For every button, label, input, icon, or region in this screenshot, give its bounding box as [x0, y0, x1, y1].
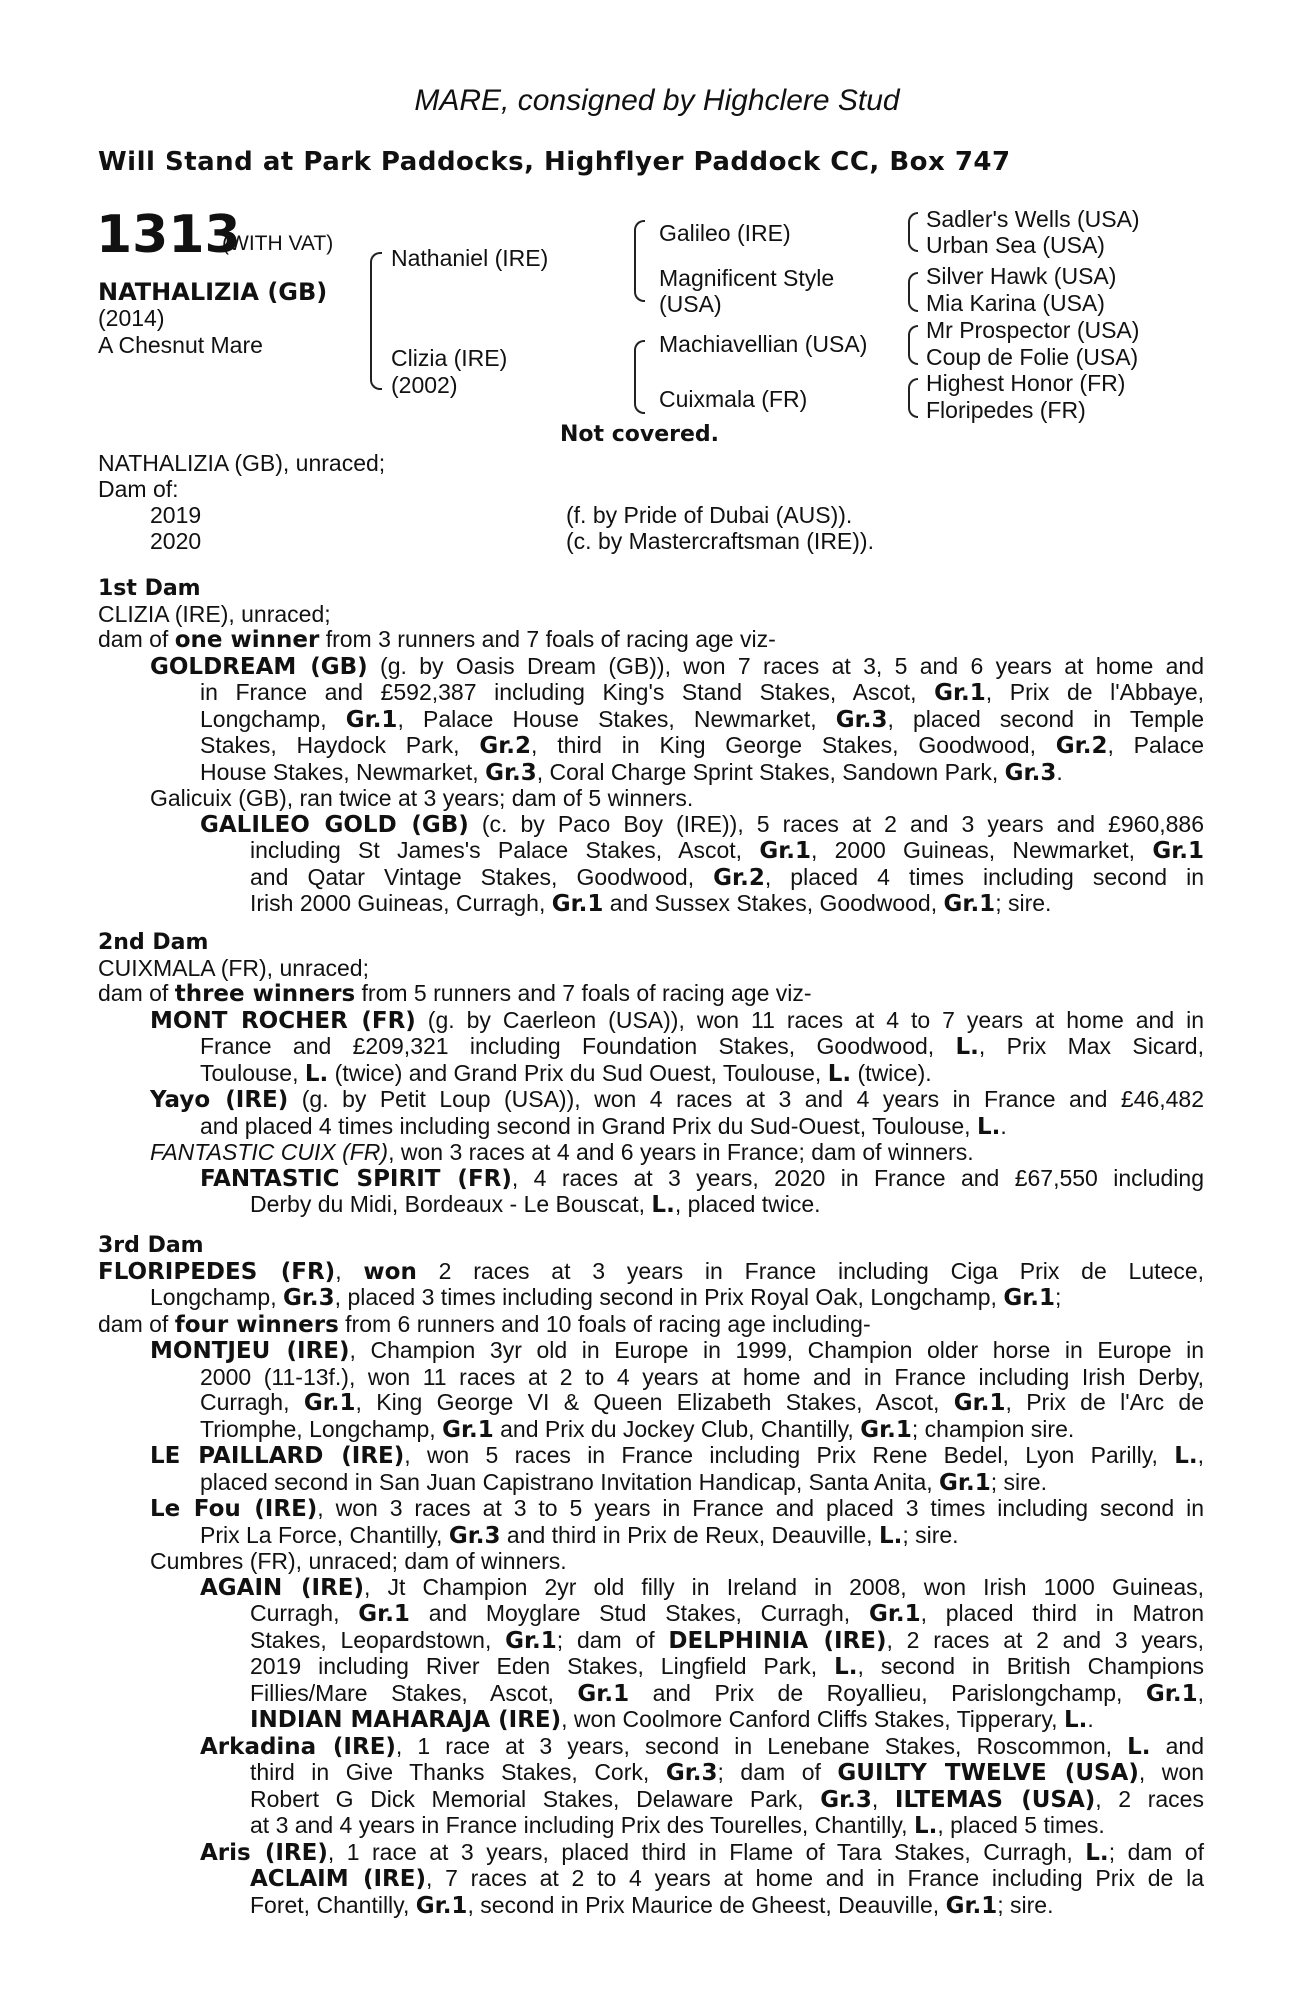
produce-entry-goldream-cont: Stakes, Haydock Park, Gr.2, third in King George Stakes, Goodwood, Gr.2, Palace: [200, 732, 1205, 759]
produce-entry-montjeu-cont: 2000 (11-13f.), won 11 races at 2 to 4 years at home and in France including Irish Derby,: [200, 1363, 1204, 1390]
produce-entry-cumbres: Cumbres (FR), unraced; dam of winners.: [150, 1548, 567, 1574]
produce-entry-goldream-cont: in France and £592,387 including King's Stand Stakes, Ascot, Gr.1, Prix de l'Abbaye,: [200, 679, 1204, 706]
produce-entry-goldream: GOLDREAM (GB) (g. by Oasis Dream (GB)), won 7 races at 3, 5 and 6 years at home and: [150, 652, 1204, 680]
produce-entry-fantastic-cuix: FANTASTIC CUIX (FR), won 3 races at 4 and 6 years in France; dam of winners.: [150, 1139, 974, 1165]
pedigree-brace-5: [908, 272, 918, 312]
second-dam-section: [98, 930, 1204, 1219]
produce-entry-again-cont: Curragh, Gr.1 and Moyglare Stud Stakes, Curragh, Gr.1, placed third in Matron: [250, 1600, 1205, 1627]
produce-year-1: 2019: [150, 502, 202, 528]
pedigree-brace-2: [634, 220, 645, 302]
produce-entry-mont-rocher: MONT ROCHER (FR) (g. by Caerleon (USA)), won 11 races at 4 to 7 years at home and in: [150, 1006, 1204, 1034]
pedigree-brace-1: [370, 252, 382, 390]
first-dam-line: CLIZIA (IRE), unraced;: [98, 600, 331, 627]
third-dam-line-cont: Longchamp, Gr.3, placed 3 times including second in Prix Royal Oak, Longchamp, Gr.1;: [150, 1284, 1062, 1311]
produce-entry-le-paillard-cont: placed second in San Juan Capistrano Invitation Handicap, Santa Anita, Gr.1; sire.: [200, 1468, 1047, 1496]
second-dam-produce-summary: dam of three winners from 5 runners and 7 foals of racing age viz-: [98, 980, 812, 1007]
produce-entry-galileo-gold-cont: Irish 2000 Guineas, Curragh, Gr.1 and Sussex Stakes, Goodwood, Gr.1; sire.: [250, 890, 1052, 917]
pedigree-brace-4: [908, 212, 918, 252]
lot-number: 1313: [96, 205, 241, 265]
pedigree-ggs-4: Mia Karina (USA): [926, 290, 1105, 316]
produce-entry-again: AGAIN (IRE), Jt Champion 2yr old filly in Ireland in 2008, won Irish 1000 Guineas,: [200, 1573, 1205, 1601]
produce-entry-montjeu-cont: Triomphe, Longchamp, Gr.1 and Prix du Jockey Club, Chantilly, Gr.1; champion sire.: [200, 1415, 1075, 1443]
produce-entry-again-cont: Stakes, Leopardstown, Gr.1; dam of DELPHINIA (IRE), 2 races at 2 and 3 years,: [250, 1626, 1204, 1654]
pedigree-gs4: Cuixmala (FR): [659, 386, 808, 412]
produce-dam-of: Dam of:: [98, 476, 179, 502]
produce-year-2: 2020: [150, 528, 202, 554]
produce-entry-montjeu-cont: Curragh, Gr.1, King George VI & Queen Elizabeth Stakes, Ascot, Gr.1, Prix de l'Arc de: [200, 1389, 1205, 1416]
produce-entry-goldream-cont: House Stakes, Newmarket, Gr.3, Coral Charge Sprint Stakes, Sandown Park, Gr.3.: [200, 758, 1063, 786]
produce-entry-galileo-gold: GALILEO GOLD (GB) (c. by Paco Boy (IRE)), 5 races at 2 and 3 years and £960,886: [200, 810, 1205, 838]
produce-entry-yayo: Yayo (IRE) (g. by Petit Loup (USA)), won 4 races at 3 and 4 years in France and £46,482: [150, 1086, 1205, 1113]
produce-entry-le-fou-cont: Prix La Force, Chantilly, Gr.3 and third in Prix de Reux, Deauville, L.; sire.: [200, 1521, 959, 1549]
first-dam-section: [98, 576, 1204, 918]
first-dam-heading: 1st Dam: [98, 576, 201, 601]
produce-entry-goldream-cont: Longchamp, Gr.1, Palace House Stakes, Newmarket, Gr.3, placed second in Temple: [200, 705, 1204, 733]
pedigree-sire: Nathaniel (IRE): [391, 245, 549, 271]
pedigree-ggs-2: Urban Sea (USA): [926, 232, 1105, 258]
produce-entry-le-paillard: LE PAILLARD (IRE), won 5 races in France including Prix Rene Bedel, Lyon Parilly, L.,: [150, 1442, 1204, 1469]
produce-entry-le-fou: Le Fou (IRE), won 3 races at 3 to 5 years in France and placed 3 times including second in: [150, 1495, 1204, 1522]
produce-entry-arkadina-cont: Robert G Dick Memorial Stakes, Delaware Park, Gr.3, ILTEMAS (USA), 2 races: [250, 1785, 1204, 1813]
stand-location: Will Stand at Park Paddocks, Highflyer Paddock CC, Box 747: [98, 147, 1011, 177]
covering-status: Not covered.: [560, 422, 719, 447]
produce-entry-galileo-gold-cont: including St James's Palace Stakes, Ascot, Gr.1, 2000 Guineas, Newmarket, Gr.1: [250, 837, 1204, 864]
horse-year: (2014): [98, 305, 165, 331]
second-dam-heading: 2nd Dam: [98, 930, 209, 955]
pedigree-gs2-origin: (USA): [659, 291, 722, 317]
third-dam-line: FLORIPEDES (FR), won 2 races at 3 years in France including Ciga Prix de Lutece,: [98, 1257, 1204, 1285]
pedigree-brace-3: [634, 340, 645, 414]
pedigree-dam: Clizia (IRE): [391, 345, 508, 371]
produce-detail-2: (c. by Mastercraftsman (IRE)).: [566, 528, 874, 554]
produce-entry-again-cont: INDIAN MAHARAJA (IRE), won Coolmore Canford Cliffs Stakes, Tipperary, L..: [250, 1706, 1094, 1733]
sale-subtitle: MARE, consigned by Highclere Stud: [414, 84, 900, 117]
produce-entry-arkadina: Arkadina (IRE), 1 race at 3 years, second in Lenebane Stakes, Roscommon, L. and: [200, 1732, 1204, 1760]
pedigree-ggs-1: Sadler's Wells (USA): [926, 206, 1140, 232]
produce-entry-aris-cont: ACLAIM (IRE), 7 races at 2 to 4 years at home and in France including Prix de la: [250, 1865, 1204, 1892]
pedigree-dam-year: (2002): [391, 372, 458, 398]
produce-entry-aris-cont: Foret, Chantilly, Gr.1, second in Prix Maurice de Gheest, Deauville, Gr.1; sire.: [250, 1891, 1054, 1919]
pedigree-gs1: Galileo (IRE): [659, 220, 791, 246]
produce-entry-arkadina-cont: third in Give Thanks Stakes, Cork, Gr.3; dam of GUILTY TWELVE (USA), won: [250, 1759, 1204, 1786]
produce-detail-1: (f. by Pride of Dubai (AUS)).: [566, 502, 853, 528]
pedigree-gs2: Magnificent Style: [659, 265, 835, 291]
produce-entry-mont-rocher-cont: France and £209,321 including Foundation Stakes, Goodwood, L., Prix Max Sicard,: [200, 1033, 1204, 1060]
pedigree-brace-6: [908, 325, 918, 365]
first-dam-produce-summary: dam of one winner from 3 runners and 7 foals of racing age viz-: [98, 626, 776, 653]
produce-entry-again-cont: 2019 including River Eden Stakes, Lingfield Park, L., second in British Champions: [250, 1653, 1204, 1680]
produce-entry-fantastic-spirit: FANTASTIC SPIRIT (FR), 4 races at 3 years, 2020 in France and £67,550 including: [200, 1164, 1204, 1192]
pedigree-ggs-3: Silver Hawk (USA): [926, 263, 1117, 289]
third-dam-heading: 3rd Dam: [98, 1233, 204, 1258]
third-dam-section: [98, 1233, 1204, 1919]
second-dam-line: CUIXMALA (FR), unraced;: [98, 954, 369, 981]
pedigree-brace-7: [908, 378, 918, 418]
vat-note: (WITH VAT): [222, 232, 334, 255]
produce-entry-galileo-gold-cont: and Qatar Vintage Stakes, Goodwood, Gr.2, placed 4 times including second in: [250, 863, 1204, 891]
produce-entry-arkadina-cont: at 3 and 4 years in France including Prix des Tourelles, Chantilly, L., placed 5 times.: [250, 1812, 1105, 1839]
produce-entry-fantastic-spirit-cont: Derby du Midi, Bordeaux - Le Bouscat, L., placed twice.: [250, 1191, 821, 1218]
produce-entry-montjeu: MONTJEU (IRE), Champion 3yr old in Europe in 1999, Champion older horse in Europe in: [150, 1337, 1204, 1364]
produce-entry-again-cont: Fillies/Mare Stakes, Ascot, Gr.1 and Prix de Royallieu, Parislongchamp, Gr.1,: [250, 1679, 1204, 1707]
horse-name: NATHALIZIA (GB): [98, 278, 328, 306]
third-dam-produce-summary: dam of four winners from 6 runners and 10 foals of racing age including-: [98, 1310, 871, 1338]
pedigree-ggs-6: Coup de Folie (USA): [926, 344, 1139, 370]
produce-intro: NATHALIZIA (GB), unraced;: [98, 450, 386, 476]
horse-description: A Chesnut Mare: [98, 332, 263, 358]
produce-entry-galicuix: Galicuix (GB), ran twice at 3 years; dam of 5 winners.: [150, 785, 694, 811]
produce-entry-yayo-cont: and placed 4 times including second in Grand Prix du Sud-Ouest, Toulouse, L..: [200, 1112, 1007, 1140]
pedigree-ggs-8: Floripedes (FR): [926, 397, 1086, 423]
pedigree-ggs-7: Highest Honor (FR): [926, 370, 1126, 396]
pedigree-gs3: Machiavellian (USA): [659, 331, 868, 357]
produce-entry-aris: Aris (IRE), 1 race at 3 years, placed third in Flame of Tara Stakes, Curragh, L.; dam of: [200, 1838, 1204, 1866]
produce-entry-mont-rocher-cont: Toulouse, L. (twice) and Grand Prix du Sud Ouest, Toulouse, L. (twice).: [200, 1059, 932, 1087]
pedigree-ggs-5: Mr Prospector (USA): [926, 317, 1140, 343]
